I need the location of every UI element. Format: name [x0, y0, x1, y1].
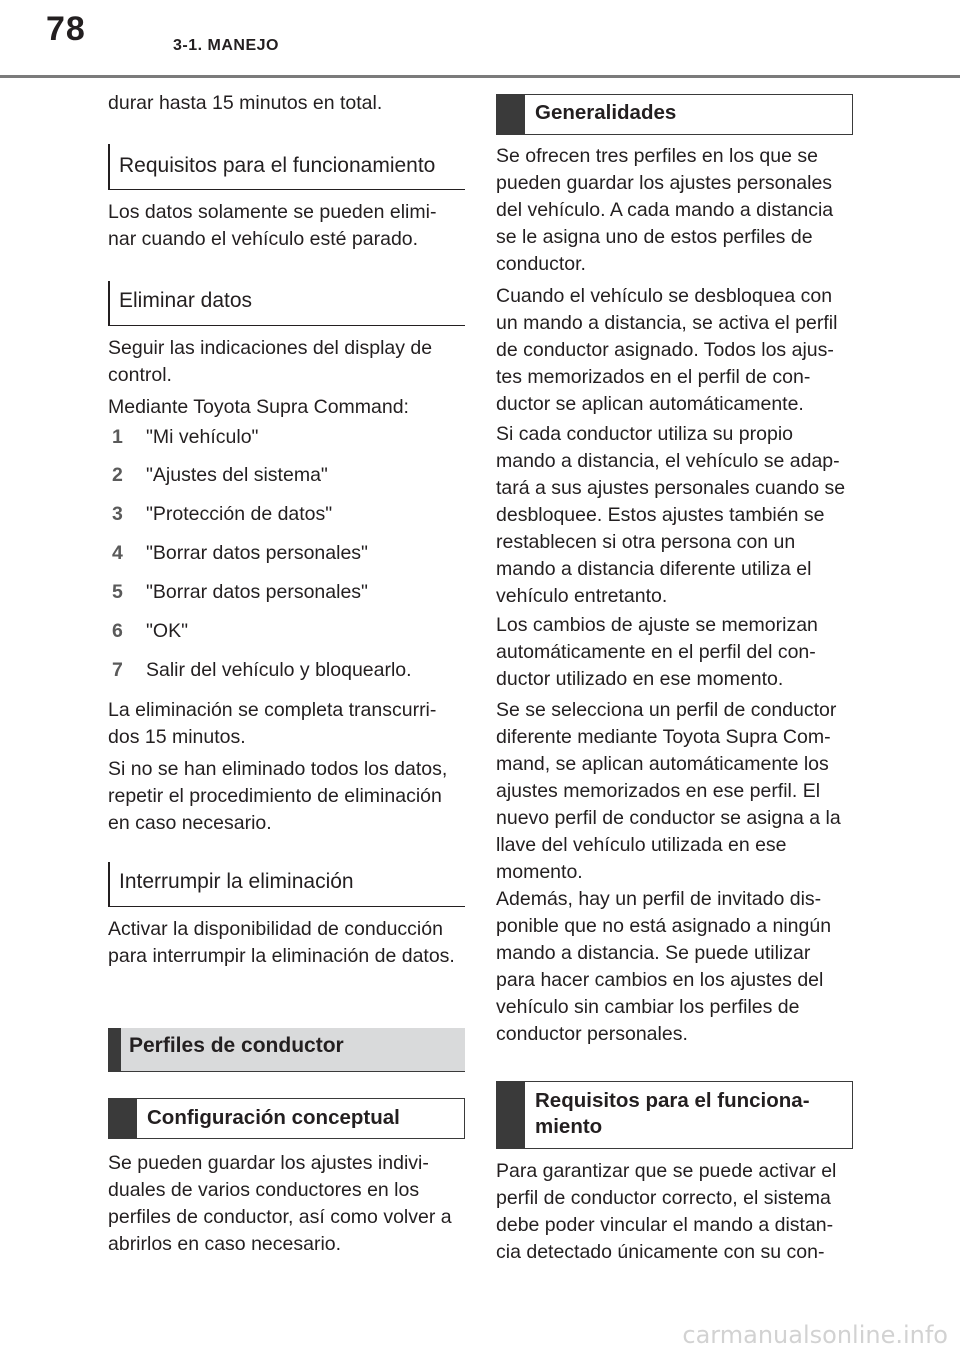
- para-activar: Activar la disponibilidad de conducción para interrumpir la eliminación de datos.: [108, 918, 455, 967]
- step-6: 6 "OK": [112, 620, 189, 642]
- step-1: 1 "Mi vehículo": [112, 426, 259, 448]
- para-r4: Los cambios de ajuste se memorizan automáticamente en el perfil del con-ductor utilizado en ese momento.: [496, 614, 818, 690]
- para-pueden: Se pueden guardar los ajustes indivi-duales de varios conductores en los perfiles de conductor, así como volver a abrirlos en caso necesario.: [108, 1152, 452, 1255]
- para-sino: Si no se han eliminado todos los datos, repetir el procedimiento de eliminación en caso necesario.: [108, 758, 448, 834]
- step-3: 3 "Protección de datos": [112, 503, 333, 525]
- box-requisitos: [496, 1081, 853, 1149]
- section-title: 3-1. MANEJO: [173, 37, 279, 54]
- para-r5: Se se selecciona un perfil de conductor diferente mediante Toyota Supra Com-mand, se aplican automáticamente los ajustes memorizados en ese perfil. El nuevo perfil de conductor se asigna a la llave del vehículo utilizada en ese momento.: [496, 699, 841, 883]
- step-5: 5 "Borrar datos personales": [112, 581, 368, 603]
- header-divider: [0, 75, 960, 78]
- box-generalidades-label: Generalidades: [535, 101, 677, 124]
- step-2: 2 "Ajustes del sistema": [112, 464, 328, 486]
- heading-requisitos: [108, 144, 465, 190]
- box-configuracion: [108, 1098, 465, 1139]
- intro-text: durar hasta 15 minutos en total.: [108, 92, 383, 114]
- para-r3: Si cada conductor utiliza su propio mando a distancia, el vehículo se adap-tará a sus ajustes personales cuando se desbloquee. Estos ajustes también se restablecen si otra persona con un mando a distancia diferente utiliza el vehículo entretanto.: [496, 423, 846, 607]
- box-configuracion-label: Configuración conceptual: [147, 1106, 400, 1129]
- para-requisitos: Los datos solamente se pueden elimi-nar cuando el vehículo esté parado.: [108, 201, 437, 250]
- step-7: 7 Salir del vehículo y bloquearlo.: [112, 659, 412, 681]
- watermark: carmanualsonline.info: [682, 1321, 948, 1349]
- para-r1: Se ofrecen tres perfiles en los que se pueden guardar los ajustes personales del vehículo. A cada mando a distancia se le asigna uno de estos perfiles de conductor.: [496, 145, 834, 275]
- box-generalidades: [496, 94, 853, 135]
- heading-eliminar-label: Eliminar datos: [119, 289, 253, 312]
- band-perfiles-label: Perfiles de conductor: [129, 1034, 344, 1057]
- band-perfiles: [108, 1028, 465, 1072]
- heading-interrumpir-label: Interrumpir la eliminación: [119, 870, 354, 893]
- page-number: 78: [46, 10, 86, 48]
- para-seguir: Seguir las indicaciones del display de control.: [108, 337, 433, 386]
- box-requisitos-label: Requisitos para el funciona-miento: [535, 1089, 810, 1138]
- step-4: 4 "Borrar datos personales": [112, 542, 368, 564]
- heading-requisitos-label: Requisitos para el funcionamiento: [119, 154, 436, 177]
- heading-eliminar: [108, 281, 465, 326]
- para-r7: Para garantizar que se puede activar el perfil de conductor correcto, el sistema debe poder vincular el mando a distan-cia detectado únicamente con su con-: [496, 1160, 837, 1263]
- para-r2: Cuando el vehículo se desbloquea con un mando a distancia, se activa el perfil de conductor asignado. Todos los ajus-tes memorizados en el perfil de con-ductor se aplican automáticamente.: [496, 285, 838, 415]
- para-r6: Además, hay un perfil de invitado dis-ponible que no está asignado a ningún mando a distancia. Se puede utilizar para hacer cambios en los ajustes del vehículo sin cambiar los perfiles de conductor personales.: [496, 888, 832, 1045]
- para-eliminacion: La eliminación se completa transcurri-dos 15 minutos.: [108, 699, 437, 748]
- heading-interrumpir: [108, 862, 465, 907]
- para-mediante: Mediante Toyota Supra Command:: [108, 396, 409, 418]
